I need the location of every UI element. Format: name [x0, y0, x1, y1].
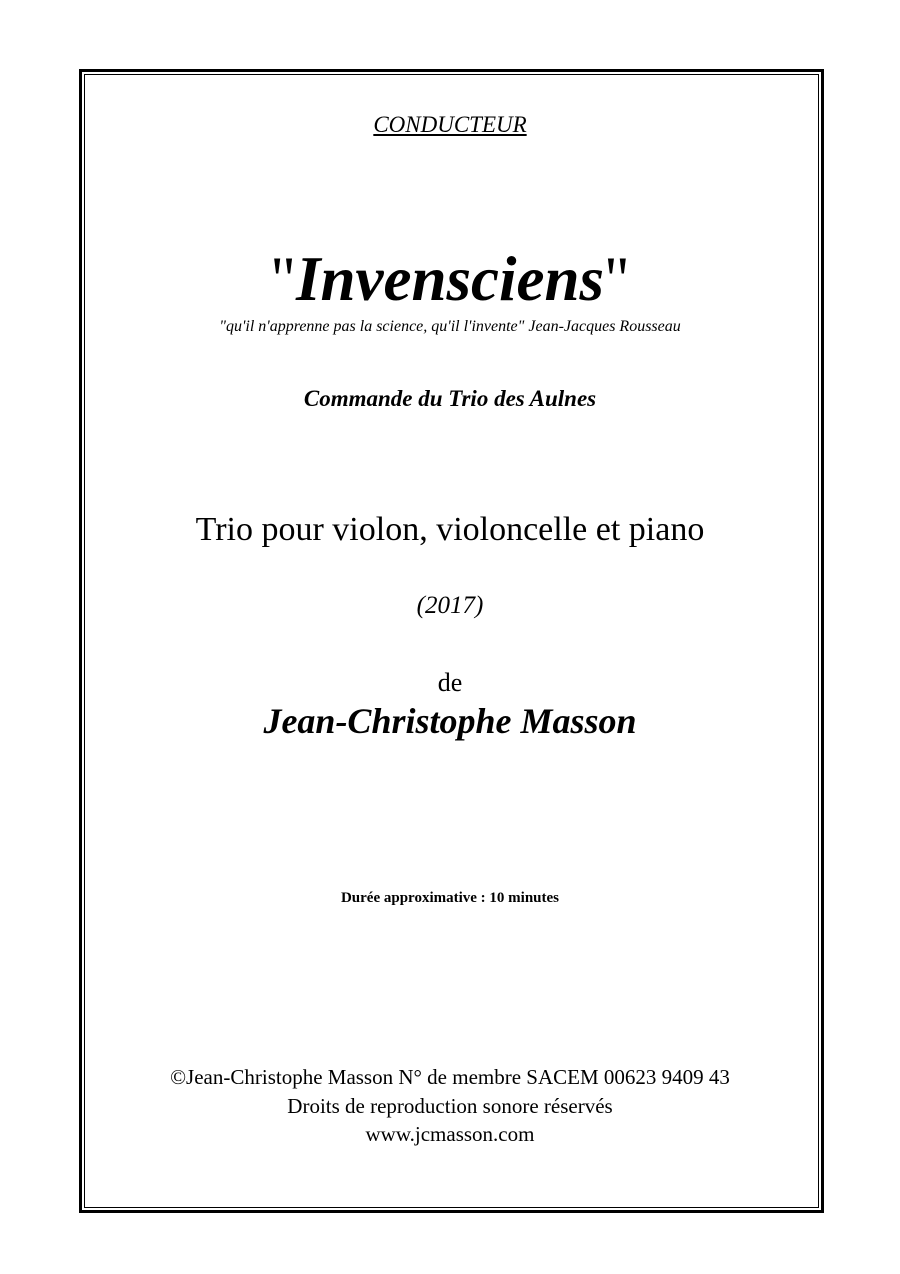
by-label: de — [437, 668, 463, 697]
work-title — [0, 241, 900, 317]
copyright-line: ©Jean-Christophe Masson N° de membre SACEM 00623 9409 43 — [170, 1065, 730, 1089]
composer-name: Jean-Christophe Masson — [263, 701, 637, 741]
website-link[interactable]: www.jcmasson.com — [365, 1122, 535, 1146]
score-type-label: CONDUCTEUR — [373, 112, 527, 137]
composition-year: (2017) — [416, 592, 484, 619]
title-open-quote: " — [270, 244, 296, 314]
title-text: Invensciens — [295, 244, 605, 314]
instrumentation: Trio pour violon, violoncelle et piano — [195, 511, 705, 548]
epigraph: "qu'il n'apprenne pas la science, qu'il l'invente" Jean-Jacques Rousseau — [219, 318, 681, 335]
duration-note: Durée approximative : 10 minutes — [340, 890, 560, 906]
commission-note: Commande du Trio des Aulnes — [303, 386, 597, 411]
title-close-quote: " — [604, 244, 630, 314]
rights-line: Droits de reproduction sonore réservés — [287, 1094, 613, 1118]
